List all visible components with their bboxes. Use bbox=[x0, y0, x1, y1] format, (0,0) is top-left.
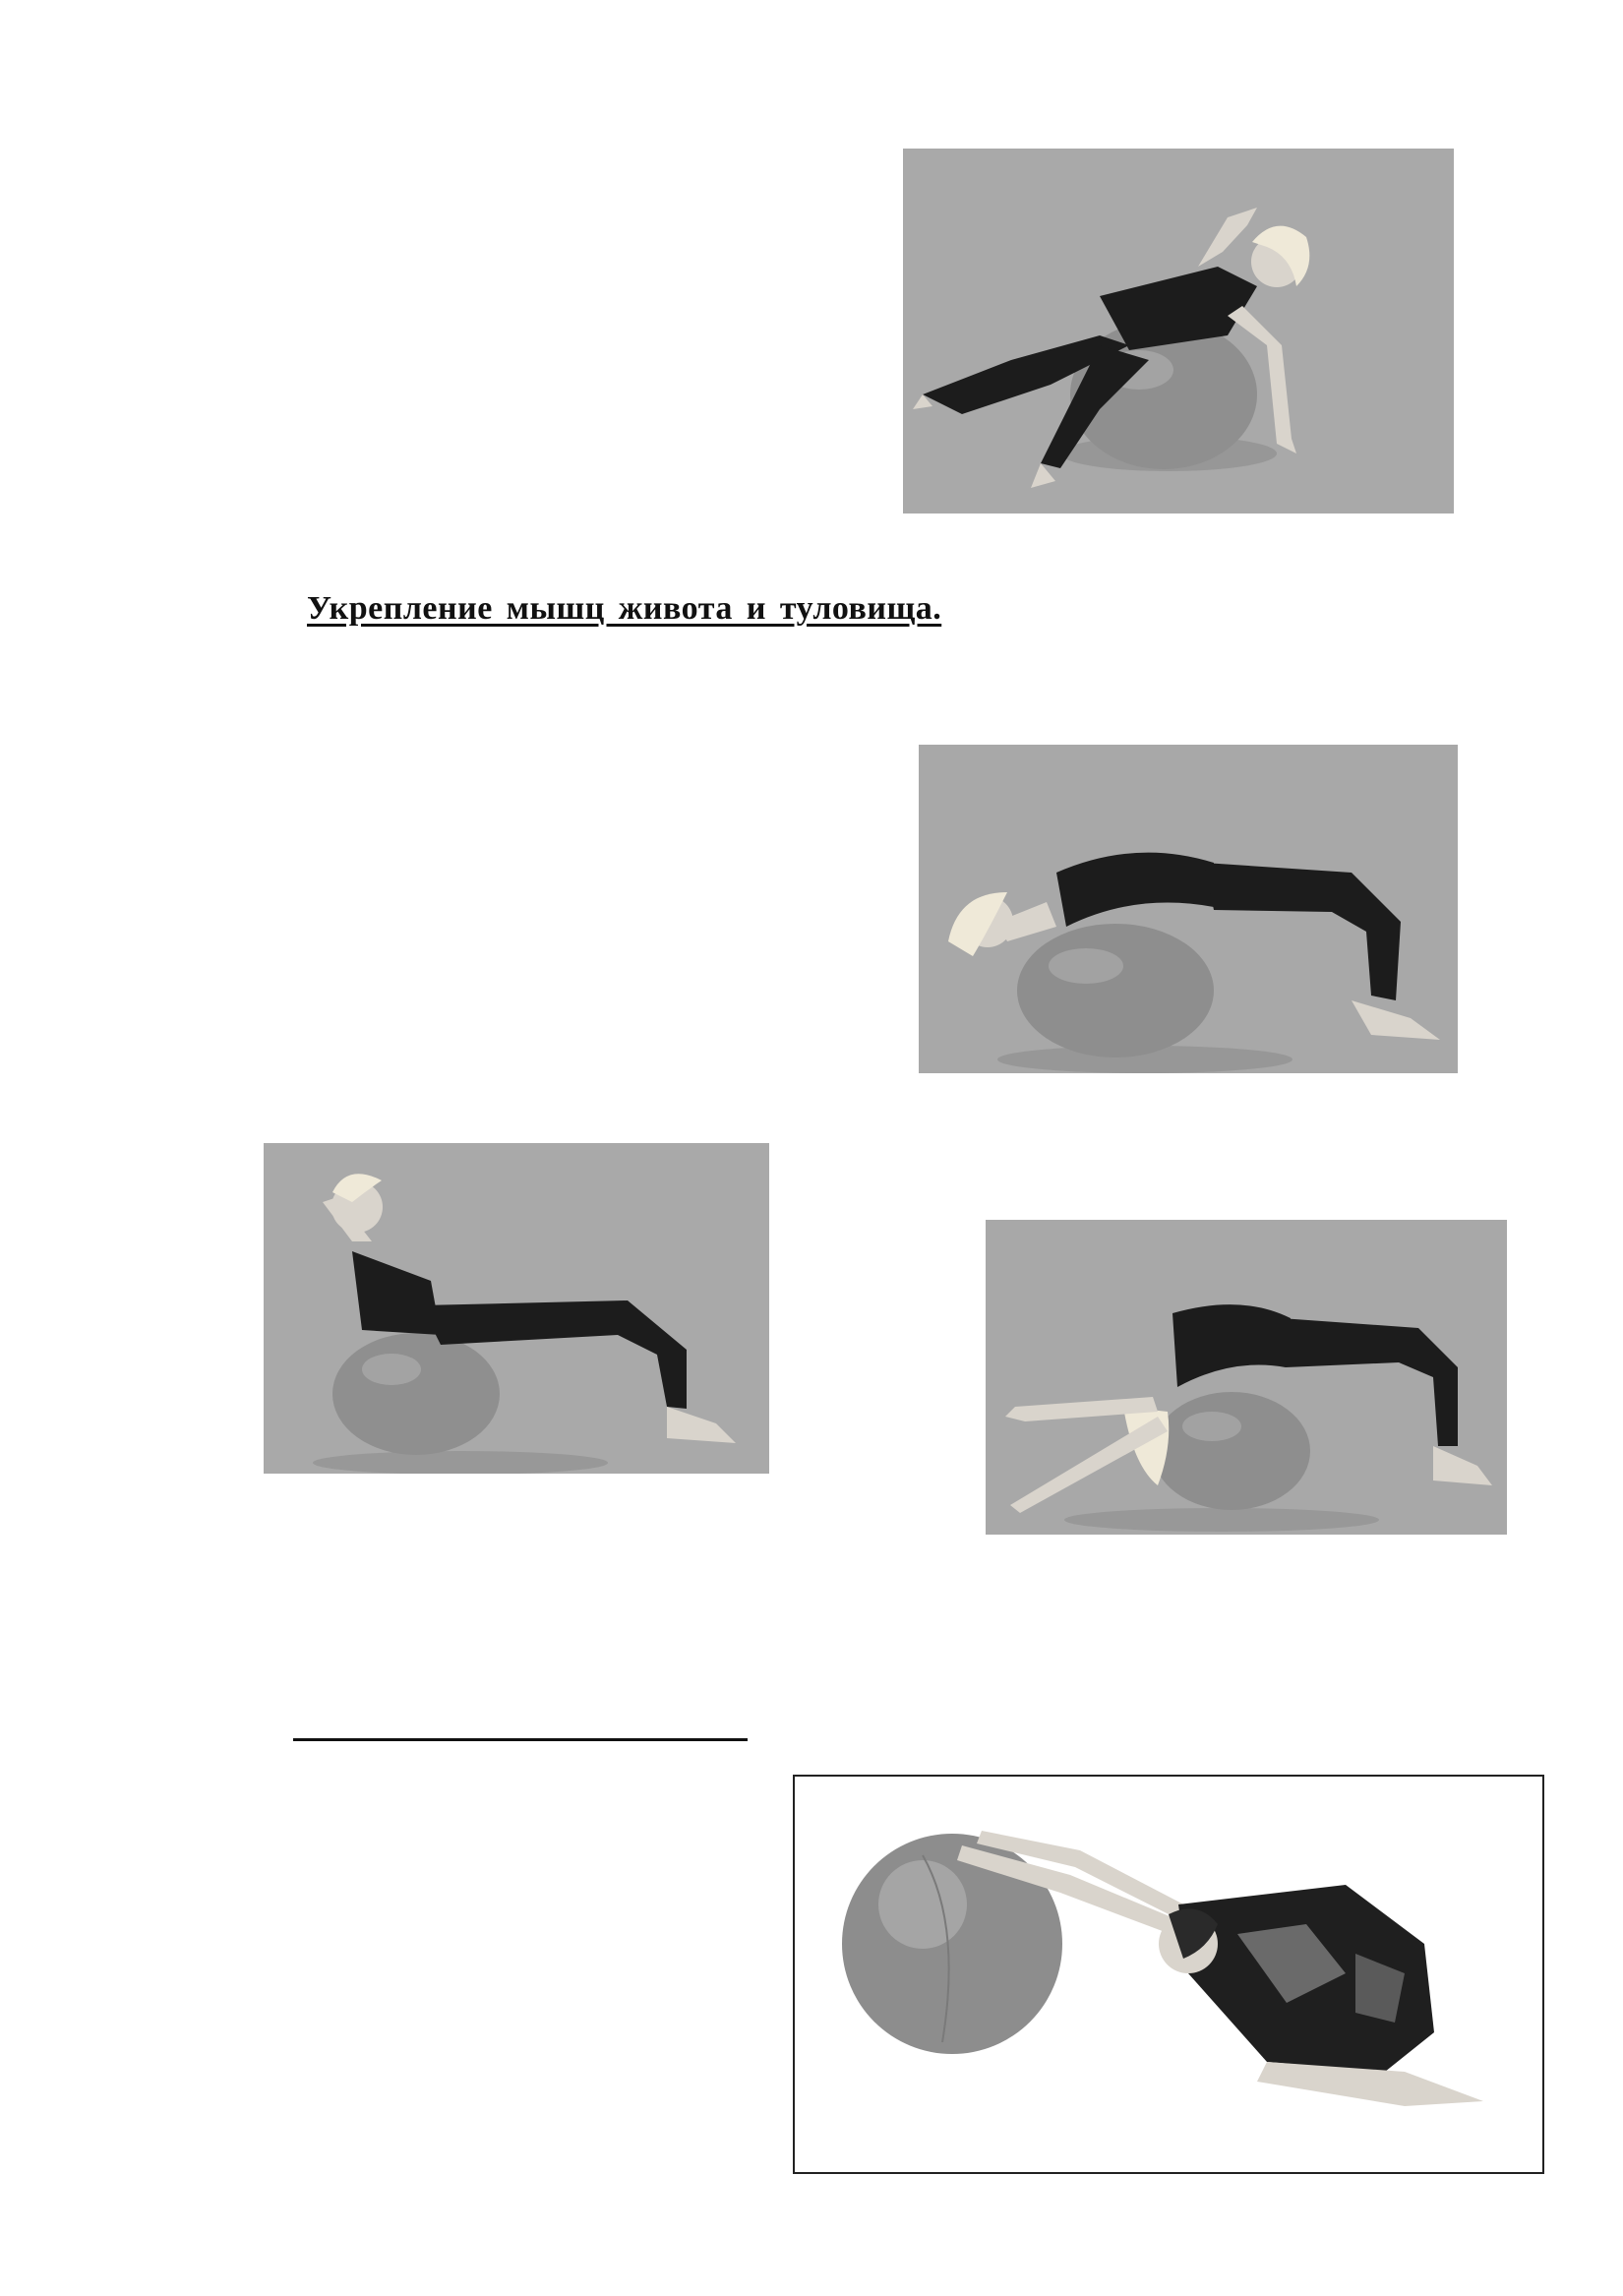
exercise-photo-crunch bbox=[264, 1143, 769, 1474]
exercise-photo-back-stretch bbox=[986, 1220, 1507, 1535]
section-divider-line bbox=[293, 1738, 748, 1741]
exercise-figure-back-extension bbox=[919, 745, 1458, 1073]
exercise-figure-kneeling-stretch bbox=[795, 1777, 1542, 2172]
exercise-figure-back-stretch bbox=[986, 1220, 1507, 1535]
exercise-photo-kneeling-stretch bbox=[793, 1775, 1544, 2174]
exercise-photo-side-leg-raise bbox=[903, 149, 1454, 514]
exercise-figure-side-leg-raise bbox=[903, 149, 1454, 514]
exercise-figure-crunch bbox=[264, 1143, 769, 1474]
section-heading: Укрепление мышц живота и туловища. bbox=[307, 590, 942, 627]
exercise-photo-back-extension bbox=[919, 745, 1458, 1073]
